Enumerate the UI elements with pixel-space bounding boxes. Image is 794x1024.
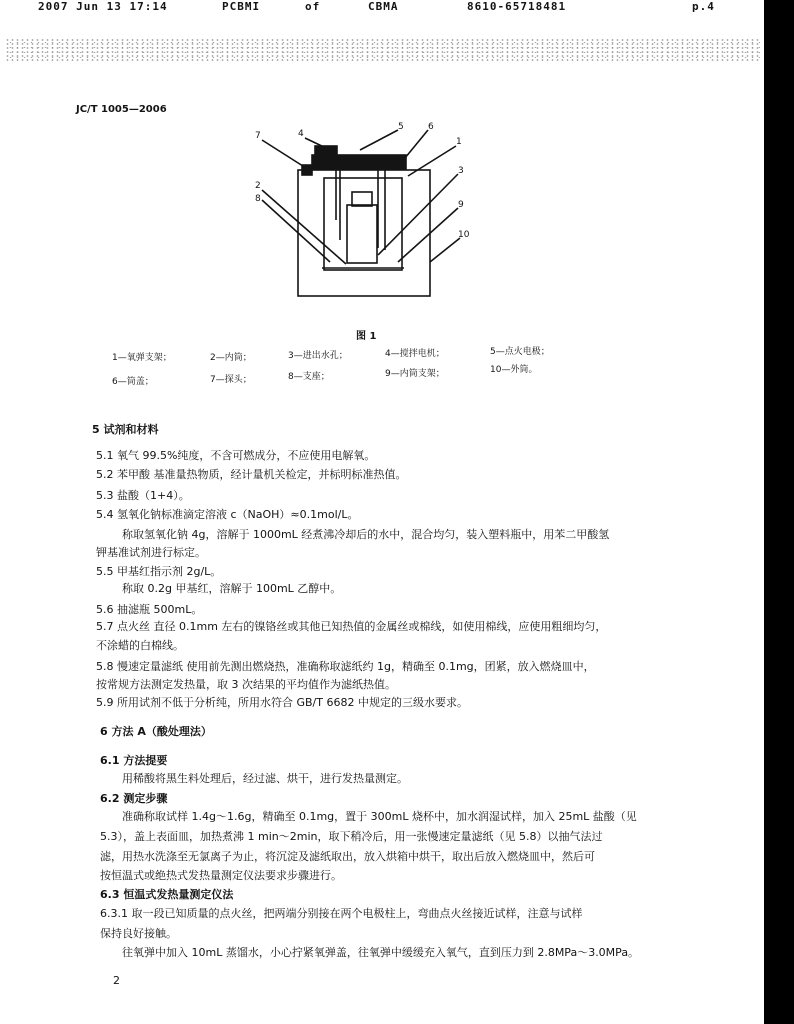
clause-5-4: 5.4 氢氧化钠标准滴定溶液 c（NaOH）≈0.1mol/L。 xyxy=(96,508,359,521)
callout-4: 4 xyxy=(298,129,304,139)
page-number: 2 xyxy=(113,974,120,987)
clause-5-2: 5.2 苯甲酸 基准量热物质，经计量机关检定，并标明标准热值。 xyxy=(96,468,407,481)
oxygen-bomb xyxy=(347,205,377,263)
fax-page: p.4 xyxy=(692,0,715,13)
fax-sender: PCBMI xyxy=(222,0,261,13)
legend-item: 1—氧弹支架； xyxy=(112,353,172,363)
clause-5-5: 5.5 甲基红指示剂 2g/L。 xyxy=(96,565,222,578)
fax-receiver: CBMA xyxy=(368,0,399,13)
callout-1: 1 xyxy=(456,137,462,147)
clause-5-3: 5.3 盐酸（1+4）。 xyxy=(96,489,190,502)
scan-edge xyxy=(764,0,794,1024)
scan-noise xyxy=(5,38,760,62)
motor-block xyxy=(315,146,337,156)
clause-5-1: 5.1 氧气 99.5%纯度，不含可燃成分，不应使用电解氧。 xyxy=(96,449,376,462)
outer-barrel xyxy=(298,170,430,296)
legend-item: 3—进出水孔； xyxy=(288,351,348,361)
legend-item: 5—点火电极； xyxy=(490,347,550,357)
callout-3: 3 xyxy=(458,166,464,176)
clause-5-5-text: 称取 0.2g 甲基红，溶解于 100mL 乙醇中。 xyxy=(122,582,342,595)
clause-6-2-cont: 5.3），盖上表面皿，加热煮沸 1 min～2min，取下稍冷后，用一张慢速定量滤纸（见 5.8）以抽气法过 xyxy=(100,830,603,843)
clause-5-4-text: 称取氢氧化钠 4g，溶解于 1000mL 经煮沸冷却后的水中，混合均匀，装入塑料瓶中，用苯二甲酸氢 xyxy=(122,528,610,541)
fax-phone: 8610-65718481 xyxy=(467,0,567,13)
figure-caption: 图 1 xyxy=(356,331,377,342)
fax-header xyxy=(0,0,764,14)
clause-6-2-text: 准确称取试样 1.4g～1.6g，精确至 0.1mg，置于 300mL 烧杯中，加水润湿试样，加入 25mL 盐酸（见 xyxy=(122,810,637,823)
legend-item: 10—外筒。 xyxy=(490,365,538,375)
clause-6-1-heading: 6.1 方法提要 xyxy=(100,754,168,767)
callout-10: 10 xyxy=(458,230,470,240)
callout-6: 6 xyxy=(428,122,434,132)
legend-item: 2—内筒； xyxy=(210,353,252,363)
clause-6-2-cont: 按恒温式或绝热式发热量测定仪法要求步骤进行。 xyxy=(100,869,342,882)
clause-6-3-1: 6.3.1 取一段已知质量的点火丝，把两端分别接在两个电极柱上，弯曲点火丝接近试样，注意与试样 xyxy=(100,907,583,920)
legend-item: 6—筒盖； xyxy=(112,377,154,387)
clause-5-4-cont: 钾基准试剂进行标定。 xyxy=(96,546,206,559)
clause-6-3-heading: 6.3 恒温式发热量测定仪法 xyxy=(100,888,234,901)
legend-item: 9—内筒支架； xyxy=(385,369,445,379)
legend-item: 8—支座； xyxy=(288,372,330,382)
callout-7: 7 xyxy=(255,131,261,141)
lid xyxy=(312,155,406,169)
clause-6-2-cont: 滤，用热水洗涤至无氯离子为止，将沉淀及滤纸取出，放入烘箱中烘干，取出后放入燃烧皿中，然后可 xyxy=(100,850,595,863)
inner-barrel xyxy=(324,178,402,270)
callout-5: 5 xyxy=(398,122,404,132)
clause-6-1-text: 用稀酸将黑生料处理后，经过滤、烘干，进行发热量测定。 xyxy=(122,772,408,785)
section-heading: 6 方法 A（酸处理法） xyxy=(100,725,212,738)
section-heading: 5 试剂和材料 xyxy=(92,423,159,436)
clause-6-3-1-text: 往氧弹中加入 10mL 蒸馏水，小心拧紧氧弹盖，往氧弹中缓缓充入氧气，直到压力到 2.8MPa～3.0MPa。 xyxy=(122,946,640,959)
clause-5-7: 5.7 点火丝 直径 0.1mm 左右的镍铬丝或其他已知热值的金属丝或棉线，如使用棉线，应使用粗细均匀， xyxy=(96,620,607,633)
callout-8: 8 xyxy=(255,194,261,204)
clause-5-7-cont: 不涂蜡的白棉线。 xyxy=(96,639,184,652)
clause-5-8-cont: 按常规方法测定发热量，取 3 次结果的平均值作为滤纸热值。 xyxy=(96,678,396,691)
clause-5-9: 5.9 所用试剂不低于分析纯，所用水符合 GB/T 6682 中规定的三级水要求。 xyxy=(96,696,468,709)
standard-code: JC/T 1005—2006 xyxy=(76,104,167,115)
legend-item: 7—探头； xyxy=(210,375,252,385)
fax-date: 2007 Jun 13 17:14 xyxy=(38,0,168,13)
clause-6-2-heading: 6.2 测定步骤 xyxy=(100,792,168,805)
fax-of: of xyxy=(305,0,321,13)
callout-2: 2 xyxy=(255,181,261,191)
clause-6-3-1-cont: 保持良好接触。 xyxy=(100,927,177,940)
probe xyxy=(302,165,312,175)
clause-5-8: 5.8 慢速定量滤纸 使用前先测出燃烧热，准确称取滤纸约 1g，精确至 0.1mg，团紧，放入燃烧皿中， xyxy=(96,660,595,673)
legend-item: 4—搅拌电机； xyxy=(385,349,445,359)
callout-9: 9 xyxy=(458,200,464,210)
clause-5-6: 5.6 抽滤瓶 500mL。 xyxy=(96,603,203,616)
